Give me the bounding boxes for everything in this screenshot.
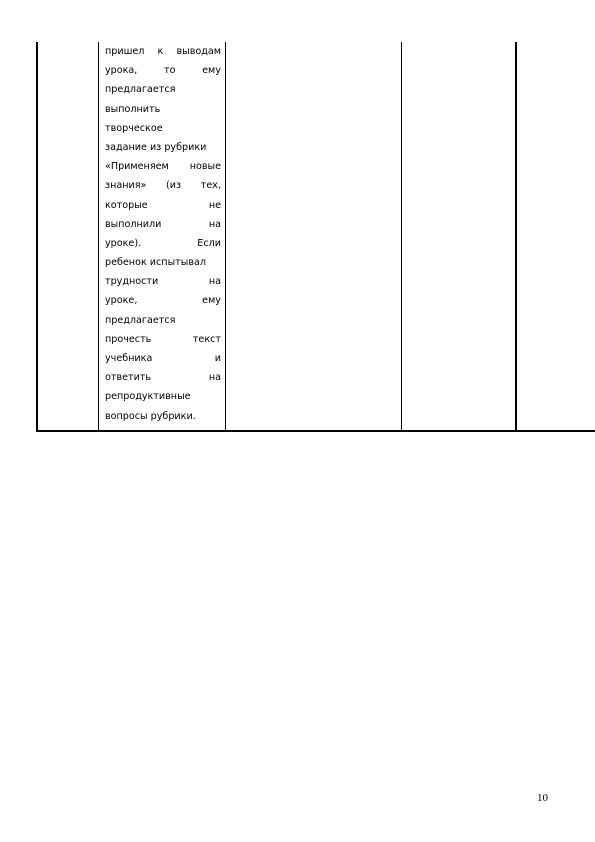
text-word: урока, [105, 65, 138, 77]
text-word: текст [192, 333, 221, 345]
table-cell-empty-1 [36, 42, 98, 430]
text-word: предлагается [105, 314, 176, 326]
text-line [105, 349, 221, 368]
text-word: на [208, 276, 221, 288]
text-word: тех, [200, 180, 221, 192]
text-word: учебника [105, 353, 153, 364]
text-line [105, 176, 221, 195]
text-word: к [157, 46, 164, 57]
text-word: трудности [105, 276, 159, 288]
text-word: ответить [105, 372, 152, 384]
text-word: которые [105, 199, 148, 211]
text-line [105, 42, 221, 61]
text-word: то [164, 65, 176, 77]
text-word: уроке). [105, 237, 142, 249]
text-word: не [208, 199, 221, 211]
table-divider-4 [515, 42, 517, 432]
text-word: предлагается [105, 84, 176, 96]
text-word: ребенок испытывал [105, 257, 206, 269]
table-divider-2 [225, 42, 226, 432]
table-border-left [36, 42, 38, 432]
text-word: задание из рубрики [105, 141, 207, 153]
text-word: выполнить [105, 103, 161, 115]
text-line [105, 272, 221, 291]
text-word: на [208, 218, 221, 230]
text-word: прочесть [105, 333, 152, 345]
text-line [105, 311, 221, 330]
text-line [105, 80, 221, 99]
text-word: «Применяем [105, 161, 169, 173]
description-text [105, 42, 221, 426]
table-border-bottom [36, 430, 595, 432]
text-line [105, 387, 221, 406]
text-word: ему [202, 295, 221, 307]
text-line [105, 138, 221, 157]
page-number: 10 [537, 792, 548, 804]
lesson-table [36, 42, 595, 431]
text-word: выполнили [105, 218, 162, 230]
text-word: уроке, [105, 295, 138, 307]
text-word: выводам [176, 46, 221, 57]
text-line [105, 215, 221, 234]
text-line [105, 61, 221, 80]
text-word: Если [197, 237, 221, 249]
text-line [105, 157, 221, 176]
table-cell-empty-3 [225, 42, 401, 430]
text-line [105, 100, 221, 119]
text-line [105, 196, 221, 215]
text-word: ему [202, 65, 221, 77]
text-word: творческое [105, 122, 163, 134]
text-word: (из [166, 180, 182, 192]
text-line [105, 291, 221, 310]
text-word: знания» [105, 180, 147, 192]
text-line [105, 368, 221, 387]
text-line [105, 119, 221, 138]
text-line [105, 407, 221, 426]
text-word: репродуктивные [105, 391, 191, 403]
text-line [105, 330, 221, 349]
table-divider-3 [401, 42, 402, 432]
text-word: и [214, 353, 221, 364]
text-word: на [208, 372, 221, 384]
text-word: пришел [105, 46, 145, 57]
table-cell-empty-5 [514, 42, 595, 430]
text-line [105, 234, 221, 253]
text-line [105, 253, 221, 272]
table-divider-1 [98, 42, 99, 432]
text-word: новые [189, 161, 221, 173]
text-word: вопросы рубрики. [105, 410, 196, 422]
table-cell-empty-4 [401, 42, 514, 430]
